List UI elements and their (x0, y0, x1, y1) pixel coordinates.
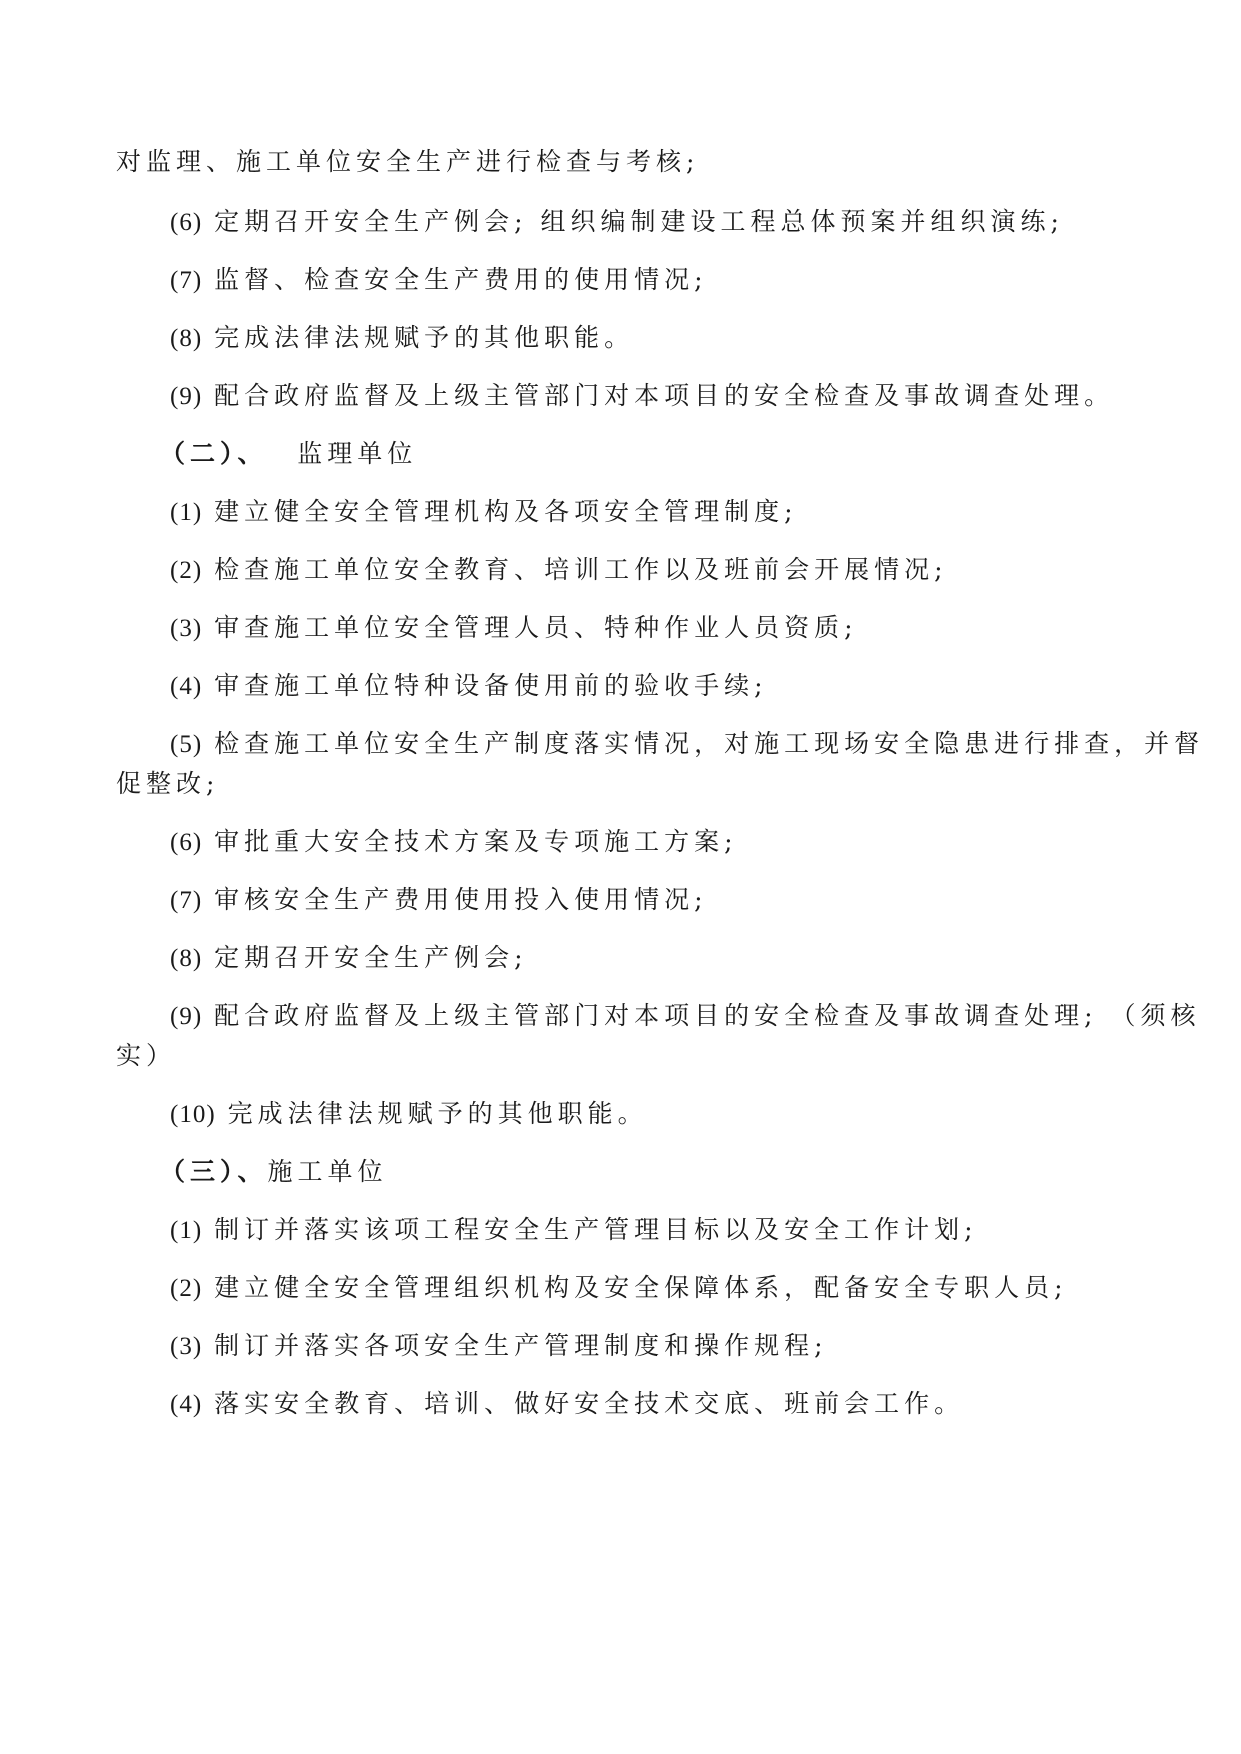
list-item (170, 670, 1180, 703)
item-text-continuation: 促整改; (116, 769, 220, 798)
list-item (170, 612, 1180, 645)
list-item-continuation (116, 1040, 1126, 1072)
item-number: (9) (170, 383, 203, 410)
list-item-continuation (116, 768, 1126, 800)
item-number: (10) (170, 1101, 216, 1128)
list-item (170, 206, 1180, 239)
list-item (170, 1330, 1180, 1363)
item-text: 定期召开安全生产例会; 组织编制建设工程总体预案并组织演练; (214, 207, 1064, 236)
section-heading-prefix: （三）、 (160, 1157, 268, 1186)
list-item (170, 554, 1180, 587)
item-number: (4) (170, 673, 203, 700)
list-item (170, 1000, 1201, 1033)
list-item (170, 728, 1205, 761)
list-item (170, 884, 1180, 917)
item-text: 完成法律法规赋予的其他职能。 (227, 1099, 648, 1128)
item-number: (6) (170, 209, 203, 236)
section-heading-supervision (160, 438, 1170, 470)
list-item (170, 1388, 1180, 1421)
item-text: 监督、检查安全生产费用的使用情况; (214, 265, 708, 294)
item-text: 落实安全教育、培训、做好安全技术交底、班前会工作。 (214, 1389, 965, 1418)
paragraph-text: 对监理、施工单位安全生产进行检查与考核; (116, 147, 700, 176)
item-number: (9) (170, 1003, 203, 1030)
list-item (170, 264, 1180, 297)
item-text-continuation: 实） (116, 1041, 177, 1070)
item-text: 审核安全生产费用使用投入使用情况; (214, 885, 708, 914)
item-number: (7) (170, 887, 203, 914)
list-item (170, 496, 1180, 529)
list-item (170, 826, 1180, 859)
list-item (170, 942, 1180, 975)
item-text: 制订并落实该项工程安全生产管理目标以及安全工作计划; (214, 1215, 978, 1244)
item-number: (5) (170, 731, 203, 758)
item-number: (6) (170, 829, 203, 856)
item-text: 完成法律法规赋予的其他职能。 (214, 323, 635, 352)
item-text: 定期召开安全生产例会; (214, 943, 528, 972)
item-number: (1) (170, 1217, 203, 1244)
item-text: 建立健全安全管理组织机构及安全保障体系，配备安全专职人员; (214, 1273, 1068, 1302)
item-number: (7) (170, 267, 203, 294)
item-text: 配合政府监督及上级主管部门对本项目的安全检查及事故调查处理。 (214, 381, 1115, 410)
item-number: (2) (170, 557, 203, 584)
item-number: (8) (170, 945, 203, 972)
item-number: (1) (170, 499, 203, 526)
item-text: 检查施工单位安全生产制度落实情况，对施工现场安全隐患进行排查，并督 (214, 729, 1205, 758)
item-number: (4) (170, 1391, 203, 1418)
list-item (170, 1214, 1180, 1247)
section-heading-label: 施工单位 (267, 1157, 388, 1186)
paragraph-continuation (116, 146, 1126, 178)
item-number: (3) (170, 615, 203, 642)
section-heading-label: 监理单位 (297, 439, 418, 468)
item-number: (2) (170, 1275, 203, 1302)
item-number: (3) (170, 1333, 203, 1360)
item-text: 审查施工单位特种设备使用前的验收手续; (214, 671, 768, 700)
item-text: 审批重大安全技术方案及专项施工方案; (214, 827, 738, 856)
section-heading-prefix: （二）、 (160, 439, 268, 468)
list-item (170, 380, 1180, 413)
item-number: (8) (170, 325, 203, 352)
item-text: 制订并落实各项安全生产管理制度和操作规程; (214, 1331, 828, 1360)
list-item (170, 322, 1180, 355)
item-text: 检查施工单位安全教育、培训工作以及班前会开展情况; (214, 555, 948, 584)
item-text: 建立健全安全管理机构及各项安全管理制度; (214, 497, 798, 526)
list-item (170, 1098, 1180, 1131)
item-text: 审查施工单位安全管理人员、特种作业人员资质; (214, 613, 858, 642)
list-item (170, 1272, 1180, 1305)
item-text: 配合政府监督及上级主管部门对本项目的安全检查及事故调查处理; （须核 (214, 1001, 1201, 1030)
section-heading-construction (160, 1156, 1170, 1188)
